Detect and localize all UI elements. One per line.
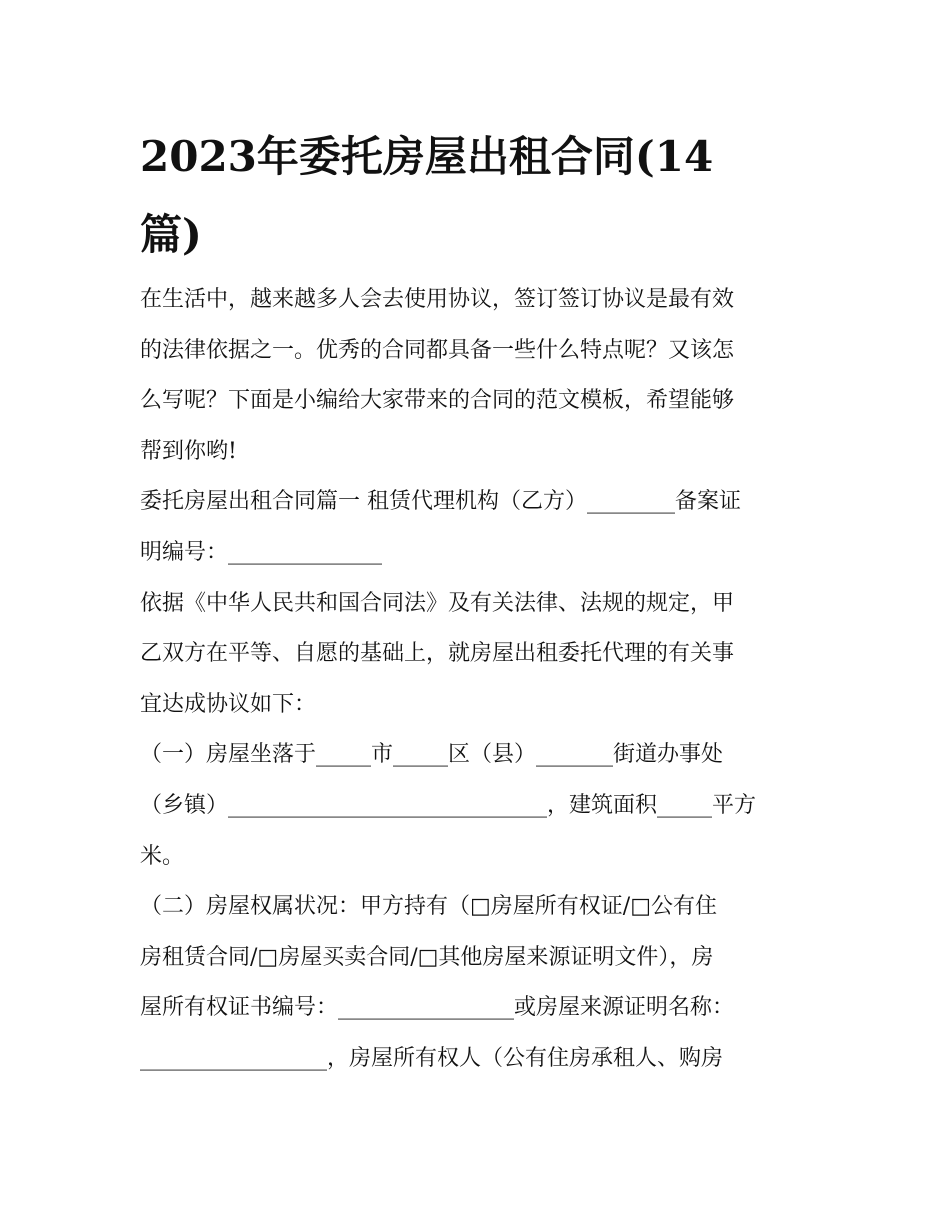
clause-line: 屋所有权证书编号：________________或房屋来源证明名称： xyxy=(140,995,735,1021)
document-body xyxy=(140,275,820,1085)
body-line: 帮到你哟! xyxy=(140,438,237,464)
clause-line: _________________，房屋所有权人（公有住房承租人、购房 xyxy=(140,1045,724,1071)
document-title xyxy=(140,118,820,274)
body-line: 明编号：______________ xyxy=(140,539,383,565)
body-line: 在生活中，越来越多人会去使用协议，签订签订协议是最有效 xyxy=(140,287,735,312)
title-line: 篇) xyxy=(140,210,202,259)
body-line: 依据《中华人民共和国合同法》及有关法律、法规的规定，甲 xyxy=(140,590,735,616)
clause-line: （乡镇）_____________________________，建筑面积_____平方 xyxy=(140,792,757,818)
body-line: 的法律依据之一。优秀的合同都具备一些什么特点呢？又该怎 xyxy=(140,337,735,363)
body-line: 么写呢？下面是小编给大家带来的合同的范文模板，希望能够 xyxy=(140,388,735,414)
body-line: 宜达成协议如下： xyxy=(140,691,317,717)
body-line: 乙双方在平等、自愿的基础上，就房屋出租委托代理的有关事 xyxy=(140,641,735,667)
clause-line: （二）房屋权属状况：甲方持有（□房屋所有权证/□公有住 xyxy=(140,894,717,920)
clause-line: （一）房屋坐落于_____市_____区（县）_______街道办事处 xyxy=(140,742,724,768)
clause-line: 米。 xyxy=(140,843,185,869)
clause-line: 房租赁合同/□房屋买卖合同/□其他房屋来源证明文件），房 xyxy=(140,944,714,970)
title-line: 2023年委托房屋出租合同(14 xyxy=(140,132,714,181)
section-heading-line: 委托房屋出租合同篇一 租赁代理机构（乙方）________备案证 xyxy=(140,489,741,515)
